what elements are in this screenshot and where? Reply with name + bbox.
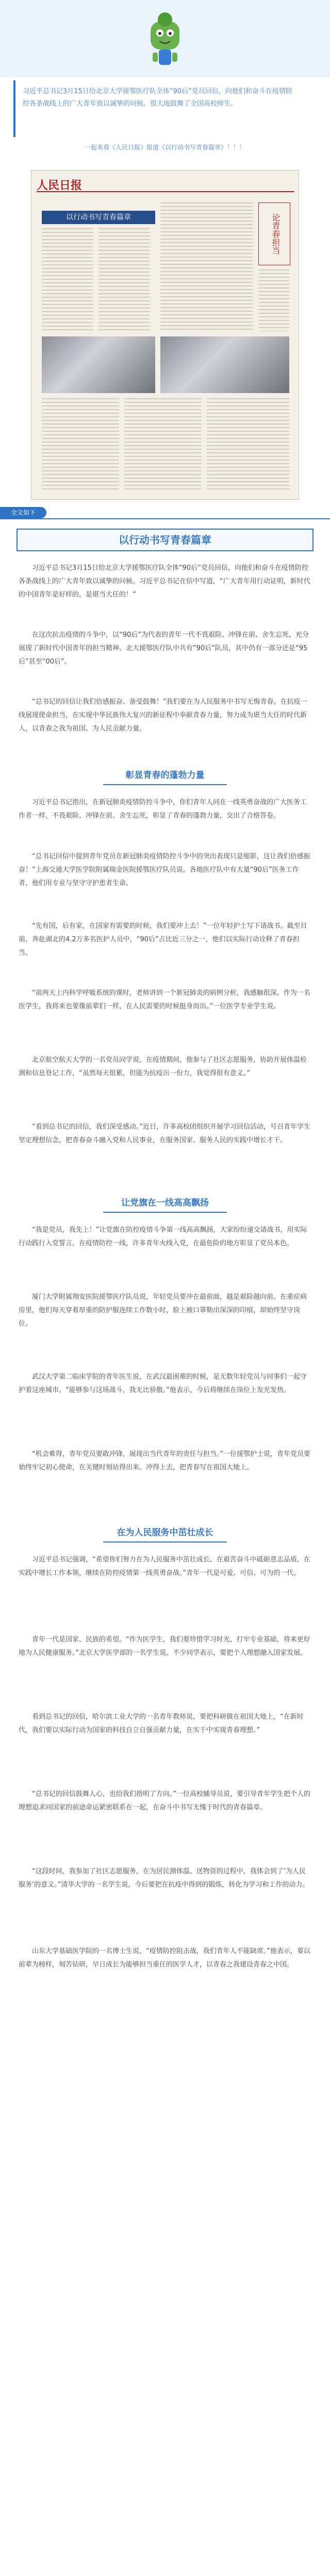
section-divider bbox=[0, 518, 330, 519]
subheading-underline bbox=[103, 784, 227, 785]
newspaper-photo bbox=[160, 336, 289, 393]
article-paragraph: “总书记的回信鼓舞人心，也给我们指明了方向。”一位高校辅导员说，要引导青年学生把个人的理想追求同国家的前途命运紧密联系在一起，在奋斗中书写无愧于时代的青春篇章。 bbox=[19, 1790, 310, 1811]
article-paragraph: “先有国，后有家，在国家有需要的时候，我们要冲上去！”一位年轻护士写下请战书。截至目前，奔赴湖北的4.2万多名医护人员中，“90后”占比近三分之一，他们以实际行动诠释了青春担当。 bbox=[19, 922, 307, 957]
intro-summary: 习近平总书记3月15日给北京大学援鄂医疗队全体“90后”党员回信，向他们和奋斗在疫情防控各条战线上的广大青年致以诚挚的问候。很大地鼓舞了全国高校师生。 bbox=[13, 80, 302, 137]
newspaper-masthead bbox=[37, 176, 294, 192]
newspaper-text-column bbox=[160, 202, 253, 331]
article-paragraph: 在这次抗击疫情的斗争中，以“90后”为代表的青年一代不畏艰险、冲锋在前、舍生忘死，充分展现了新时代中国青年的担当精神。北大援鄂医疗队中共有“90后”队员，其中仍有一部分还是“95后”甚至“00后”。 bbox=[19, 631, 309, 666]
article-paragraph: “看到总书记的回信，我们深受感动。”近日，许多高校团组织开展学习回信活动，号召青年学生坚定理想信念，把青春奋斗融入党和人民事业，在服务国家、服务人民的实践中增长才干。 bbox=[19, 1123, 310, 1144]
subheading: 彰显青春的蓬勃力量 bbox=[125, 770, 205, 781]
article-paragraph: 习近平总书记指出，在新冠肺炎疫情防控斗争中，你们青年人同在一线英勇奋战的广大医务工作者一样，不畏艰险、冲锋在前、舍生忘死，彰显了青春的蓬勃力量，交出了合格答卷。 bbox=[19, 799, 307, 820]
article-paragraph: 厦门大学附属翔安医院援鄂医疗队员说，年轻党员要冲在最前面，越是艰险越向前。在重症病房里，他们每天穿着厚重的防护服连续工作数小时，脸上被口罩勒出深深的印痕，却始终坚守岗位。 bbox=[19, 1293, 307, 1328]
newspaper-text-column bbox=[124, 398, 202, 491]
newspaper-masthead-title: 人民日报 bbox=[37, 179, 82, 192]
article-paragraph: “总书记回信中提到青年党员在新冠肺炎疫情防控斗争中的突出表现只是缩影，这让我们倍感振奋！”上海交通大学医学院附属瑞金医院援鄂医疗队员说。各地医疗队中有大量“90后”医务工作者，他们用专业与坚守守护患者生命。 bbox=[19, 853, 310, 887]
article-paragraph: “前两天上内科学呼吸系统的课时，老师讲到一个新冠肺炎的病例分析，我感触很深。作为一名医学生，我将来也要像前辈们一样，在人民需要的时候挺身而出。”一位医学专业学生说。 bbox=[19, 989, 310, 1010]
newspaper-text-column bbox=[98, 228, 150, 331]
article-paragraph: 北京航空航天大学的一名党员同学说，在疫情期间，他参与了社区志愿服务，协助开展体温检测和信息登记工作，“虽然每天很累，但能为抗疫出一份力，我觉得很有意义。” bbox=[19, 1056, 307, 1077]
article-paragraph: “机会难得，青年党员要敢冲锋，展现出当代青年的责任与担当。”一位援鄂护士说，青年党员要始终牢记初心使命，在关键时刻站得出来、冲得上去，把青春写在祖国大地上。 bbox=[19, 1450, 310, 1471]
mascot-icon bbox=[145, 6, 185, 68]
article-paragraph: “我是党员，我先上！”让党旗在防控疫情斗争第一线高高飘扬，大家纷纷递交请战书，用实际行动践行入党誓言。在疫情防控一线，许多青年火线入党，在最危险的地方彰显了党员本色。 bbox=[19, 1226, 307, 1247]
newspaper-text-column bbox=[42, 398, 119, 491]
subheading: 让党旗在一线高高飘扬 bbox=[121, 1198, 209, 1208]
article-paragraph: 习近平总书记强调，“希望你们努力在为人民服务中茁壮成长、在艰苦奋斗中砥砺意志品质、在实践中增长工作本领，继续在防控疫情第一线英勇奋战。”青年一代是可爱、可信、可为的一代。 bbox=[19, 1556, 310, 1577]
article-paragraph: 青年一代是国家、民族的希望。“作为医学生，我们要珍惜学习时光，打牢专业基础，将来更好地为人民健康服务。”北京大学医学部的一名学生说。不少同学表示，要把个人理想融入国家发展。 bbox=[19, 1636, 310, 1657]
newspaper-image bbox=[31, 170, 299, 500]
article-paragraph: 山东大学基础医学院的一名博士生说，“疫情防控阻击战，我们青年人不能缺席。”他表示，要以前辈为榜样，刻苦钻研，早日成长为能够担当重任的医学人才，以青春之我建设青春之中国。 bbox=[19, 1947, 310, 1969]
article-paragraph: 习近平总书记3月15日给北京大学援鄂医疗队全体“90后”党员回信，向他们和奋斗在疫情防控各条战线上的广大青年致以诚挚的问候。习近平总书记在信中写道，“广大青年用行动证明，新时代的中国青年是好样的，是堪当大任的！” bbox=[19, 564, 310, 599]
article-paragraph: 武汉大学第二临床学院的青年医生说，在武汉最困难的时候，是无数年轻党员与同事们一起守护着这座城市。“能够参与这场战斗，我无比骄傲。”他表示，今后将继续在岗位上发光发热。 bbox=[19, 1373, 307, 1394]
article-paragraph: “总书记的回信让我们倍感振奋、备受鼓舞！”我们要在为人民服务中书写无悔青春。在抗疫一线展现使命担当，在实现中华民族伟大复兴的新征程中奉献青春力量，努力成为堪当大任的时代新人，以青春之我为祖国、为人民贡献力量。 bbox=[19, 698, 307, 733]
article-paragraph: 看到总书记的回信，哈尔滨工业大学的一名青年教师说，要把科研做在祖国大地上，“在新时代，我们要以实际行动为国家的科技自立自强贡献力量，在实干中实现青春理想。” bbox=[19, 1713, 304, 1734]
header-banner bbox=[0, 0, 330, 77]
newspaper-text-column bbox=[258, 269, 289, 331]
newspaper-text-column bbox=[42, 228, 93, 331]
newspaper-headline-banner: 以行动书写青春篇章 bbox=[42, 211, 155, 224]
subheading-underline bbox=[103, 1212, 227, 1213]
newspaper-side-banner: 论青春担当 bbox=[258, 202, 290, 265]
article-headline: 以行动书写青春篇章 bbox=[16, 529, 314, 551]
subheading-underline bbox=[103, 1541, 227, 1543]
intro-source-line: 一起来看《人民日报》报道《以行动书写青春篇章》！！！ bbox=[84, 144, 245, 151]
subheading: 在为人民服务中茁壮成长 bbox=[117, 1528, 213, 1538]
newspaper-photo bbox=[42, 336, 155, 393]
section-tag: 全文如下 bbox=[0, 507, 46, 518]
newspaper-text-column bbox=[207, 398, 289, 491]
article-paragraph: “这段时间，我参加了社区志愿服务，在为居民测体温、送物资的过程中，我体会到了‘为人民服务’的意义。”清华大学的一名学生说，今后要把在抗疫中得到的锻炼，转化为学习和工作的动力。 bbox=[19, 1868, 309, 1889]
